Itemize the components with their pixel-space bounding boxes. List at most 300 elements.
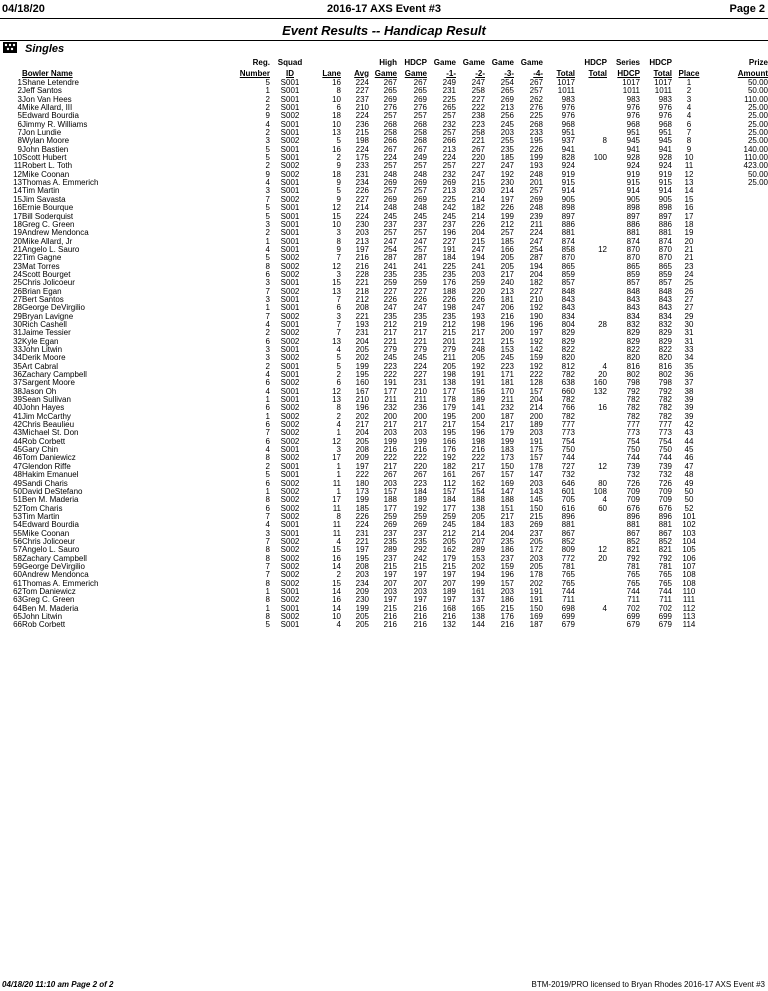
lane-cell: 11 — [332, 504, 341, 513]
hdcp-series-total-cell: 765 — [658, 579, 672, 588]
table-row — [0, 429, 768, 437]
series-hdcp-cell: 829 — [626, 329, 640, 338]
squad-id-cell: S002 — [280, 579, 300, 588]
total-cell: 782 — [561, 412, 575, 421]
average-cell: 214 — [355, 204, 369, 213]
squad-id-cell: S002 — [280, 287, 300, 296]
header-hdcp-series-total: Total — [653, 68, 672, 78]
reg-number-cell: 4 — [265, 179, 270, 188]
game-4-cell: 267 — [529, 79, 543, 87]
game-4-cell: 150 — [529, 504, 543, 513]
high-game-cell: 235 — [383, 270, 397, 279]
table-row — [0, 446, 768, 454]
hdcp-total-cell — [575, 279, 607, 287]
game-1-cell: 245 — [442, 521, 456, 530]
squad-id-cell: S002 — [280, 270, 300, 279]
hdcp-total-cell — [575, 563, 607, 571]
reg-number-cell: 1 — [265, 87, 270, 96]
hdcp-game-cell: 224 — [413, 362, 427, 371]
place-finish-cell: 18 — [684, 220, 694, 229]
header-prize-amount: Amount — [737, 68, 768, 78]
place-cell: 30 — [13, 320, 22, 329]
hdcp-total-cell: 28 — [598, 320, 607, 329]
high-game-cell: 227 — [383, 287, 397, 296]
reg-number-cell: 1 — [265, 604, 270, 613]
header-total: Total — [556, 68, 575, 78]
high-game-cell: 203 — [383, 587, 397, 596]
total-cell: 777 — [561, 421, 575, 430]
average-cell: 199 — [355, 496, 369, 505]
game-1-cell: 257 — [442, 112, 456, 121]
bowler-name-cell: Chris Beaulieu — [22, 421, 75, 430]
game-2-cell: 230 — [471, 187, 485, 196]
game-4-cell: 191 — [529, 437, 543, 446]
squad-id-cell: S002 — [280, 337, 300, 346]
hdcp-total-cell: 12 — [598, 245, 607, 254]
total-cell: 865 — [561, 262, 575, 271]
reg-number-cell: 1 — [265, 396, 270, 405]
series-hdcp-cell: 792 — [626, 387, 640, 396]
total-cell: 782 — [561, 371, 575, 380]
lane-cell: 5 — [336, 354, 341, 363]
bowler-name-cell: Ben M. Maderia — [22, 604, 79, 613]
game-3-cell: 166 — [500, 245, 514, 254]
hdcp-series-total-cell: 782 — [658, 396, 672, 405]
average-cell: 237 — [355, 95, 369, 104]
place-finish-cell: 26 — [684, 287, 694, 296]
table-row — [0, 480, 768, 488]
squad-id-cell: S001 — [280, 587, 300, 596]
place-finish-cell: 33 — [684, 346, 694, 354]
game-4-cell: 169 — [529, 613, 543, 621]
hdcp-game-cell: 269 — [413, 179, 427, 188]
game-2-cell: 156 — [471, 387, 485, 396]
reg-number-cell: 1 — [265, 304, 270, 313]
hdcp-series-total-cell: 983 — [658, 95, 672, 104]
high-game-cell: 203 — [383, 429, 397, 438]
place-cell: 34 — [13, 354, 22, 363]
table-row — [0, 187, 768, 195]
hdcp-game-cell: 200 — [413, 412, 427, 421]
header-game-4: -4- — [533, 68, 543, 78]
bowler-name-cell: John Litwin — [22, 613, 63, 621]
place-finish-cell: 114 — [682, 621, 696, 630]
total-cell: 843 — [561, 295, 575, 304]
game-1-cell: 182 — [442, 462, 456, 471]
series-hdcp-cell: 679 — [626, 621, 640, 630]
series-hdcp-cell: 976 — [626, 104, 640, 113]
total-cell: 834 — [561, 312, 575, 321]
bowler-name-cell: Chris Jolicoeur — [22, 279, 75, 288]
total-cell: 781 — [561, 562, 575, 571]
prize-amount-cell — [706, 413, 768, 421]
reg-number-cell: 8 — [265, 454, 270, 463]
lane-cell: 1 — [336, 429, 341, 438]
total-cell: 744 — [561, 587, 575, 596]
hdcp-total-cell — [575, 338, 607, 346]
game-1-cell: 138 — [442, 379, 456, 388]
hdcp-game-cell: 219 — [413, 320, 427, 329]
place-cell: 49 — [13, 479, 22, 488]
squad-id-cell: S002 — [280, 613, 300, 621]
total-cell: 750 — [561, 446, 575, 455]
bowler-name-cell: Michael St. Don — [22, 429, 79, 438]
average-cell: 216 — [355, 262, 369, 271]
hdcp-total-cell — [575, 596, 607, 604]
game-4-cell: 192 — [529, 337, 543, 346]
series-hdcp-cell: 914 — [626, 187, 640, 196]
reg-number-cell: 2 — [265, 104, 270, 113]
game-1-cell: 168 — [442, 604, 456, 613]
high-game-cell: 222 — [383, 454, 397, 463]
series-hdcp-cell: 726 — [626, 479, 640, 488]
place-finish-cell: 45 — [684, 446, 694, 455]
bowler-name-cell: George DeVirgilio — [22, 562, 85, 571]
reg-number-cell: 6 — [265, 479, 270, 488]
hdcp-game-cell: 192 — [413, 504, 427, 513]
average-cell: 234 — [355, 179, 369, 188]
place-finish-cell: 46 — [684, 454, 694, 463]
average-cell: 203 — [355, 229, 369, 238]
game-2-cell: 188 — [471, 496, 485, 505]
hdcp-series-total-cell: 919 — [658, 170, 672, 179]
hdcp-game-cell: 268 — [413, 137, 427, 146]
place-finish-cell: 27 — [684, 304, 694, 313]
squad-id-cell: S002 — [280, 512, 300, 521]
place-cell: 12 — [13, 170, 22, 179]
place-cell: 45 — [13, 446, 22, 455]
hdcp-game-cell: 223 — [413, 479, 427, 488]
bowler-name-cell: Edward Bourdia — [22, 112, 79, 121]
game-3-cell: 187 — [500, 412, 514, 421]
table-row — [0, 246, 768, 254]
game-1-cell: 179 — [442, 554, 456, 563]
average-cell: 217 — [355, 421, 369, 430]
reg-number-cell: 3 — [265, 529, 270, 538]
hdcp-series-total-cell: 782 — [658, 412, 672, 421]
reg-number-cell: 7 — [265, 429, 270, 438]
prize-amount-cell — [706, 388, 768, 396]
place-cell: 53 — [13, 512, 22, 521]
game-2-cell: 198 — [471, 320, 485, 329]
high-game-cell: 199 — [383, 437, 397, 446]
total-cell: 941 — [561, 145, 575, 154]
prize-amount-cell — [706, 488, 768, 496]
hdcp-series-total-cell: 777 — [658, 421, 672, 430]
place-cell: 16 — [13, 204, 22, 213]
high-game-cell: 267 — [383, 471, 397, 480]
series-hdcp-cell: 898 — [626, 204, 640, 213]
squad-id-cell: S001 — [280, 104, 300, 113]
game-2-cell: 247 — [471, 304, 485, 313]
place-cell: 22 — [13, 254, 22, 263]
game-2-cell: 194 — [471, 571, 485, 580]
hdcp-game-cell: 242 — [413, 554, 427, 563]
game-3-cell: 183 — [500, 521, 514, 530]
total-cell: 812 — [561, 362, 575, 371]
high-game-cell: 259 — [383, 512, 397, 521]
game-4-cell: 226 — [529, 145, 543, 154]
bowler-name-cell: Angelo L. Sauro — [22, 546, 80, 555]
place-finish-cell: 19 — [684, 229, 694, 238]
hdcp-total-cell — [575, 162, 607, 170]
game-4-cell: 178 — [529, 571, 543, 580]
game-2-cell: 222 — [471, 454, 485, 463]
reg-number-cell: 7 — [265, 537, 270, 546]
game-1-cell: 207 — [442, 579, 456, 588]
bowler-name-cell: Tim Gagne — [22, 254, 62, 263]
hdcp-series-total-cell: 881 — [658, 521, 672, 530]
place-cell: 26 — [13, 287, 22, 296]
squad-id-cell: S002 — [280, 562, 300, 571]
game-2-cell: 189 — [471, 396, 485, 405]
bowler-name-cell: Edward Bourdia — [22, 521, 79, 530]
prize-amount-cell: 110.00 — [744, 95, 768, 104]
prize-amount-cell — [706, 404, 768, 412]
prize-amount-cell — [706, 621, 768, 629]
table-row — [0, 538, 768, 546]
table-row — [0, 546, 768, 554]
hdcp-series-total-cell: 843 — [658, 295, 672, 304]
squad-id-cell: S001 — [280, 187, 300, 196]
game-1-cell: 266 — [442, 137, 456, 146]
game-4-cell: 175 — [529, 446, 543, 455]
place-cell: 54 — [13, 521, 22, 530]
table-row — [0, 513, 768, 521]
game-4-cell: 189 — [529, 421, 543, 430]
bowler-name-cell: Jim Savasta — [22, 195, 66, 204]
table-row — [0, 154, 768, 162]
game-1-cell: 235 — [442, 270, 456, 279]
high-game-cell: 254 — [383, 245, 397, 254]
bowler-name-cell: Zachary Campbell — [22, 554, 87, 563]
high-game-cell: 265 — [383, 87, 397, 96]
game-3-cell: 245 — [500, 354, 514, 363]
header-hdcp-total: Total — [588, 68, 607, 78]
place-finish-cell: 49 — [684, 479, 694, 488]
total-cell: 858 — [561, 245, 575, 254]
place-cell: 8 — [17, 137, 22, 146]
bowler-name-cell: Bill Soderquist — [22, 212, 74, 221]
place-finish-cell: 1 — [686, 79, 692, 87]
lane-cell: 7 — [336, 329, 341, 338]
hdcp-total-cell — [575, 446, 607, 454]
average-cell: 224 — [355, 79, 369, 87]
bowler-name-cell: Angelo L. Sauro — [22, 245, 80, 254]
lane-cell: 3 — [336, 229, 341, 238]
game-1-cell: 245 — [442, 212, 456, 221]
total-cell: 915 — [561, 179, 575, 188]
hdcp-series-total-cell: 905 — [658, 195, 672, 204]
header-game-2: Game — [462, 58, 485, 67]
high-game-cell: 257 — [383, 187, 397, 196]
total-cell: 679 — [561, 621, 575, 630]
high-game-cell: 211 — [384, 396, 397, 405]
place-finish-cell: 17 — [684, 212, 694, 221]
total-cell: 705 — [561, 496, 575, 505]
game-3-cell: 240 — [500, 279, 514, 288]
header-prize-amount: Prize — [748, 58, 768, 67]
game-3-cell: 200 — [500, 329, 514, 338]
bowler-name-cell: Sargent Moore — [22, 379, 75, 388]
game-3-cell: 196 — [500, 320, 514, 329]
place-cell: 7 — [17, 129, 22, 138]
prize-amount-cell — [706, 196, 768, 204]
place-finish-cell: 3 — [686, 95, 692, 104]
header-game-1: Game — [433, 58, 456, 67]
prize-amount-cell — [706, 279, 768, 287]
game-3-cell: 173 — [500, 454, 514, 463]
game-2-cell: 196 — [471, 429, 485, 438]
hdcp-game-cell: 245 — [413, 354, 427, 363]
hdcp-total-cell — [575, 513, 607, 521]
average-cell: 231 — [355, 329, 369, 338]
high-game-cell: 237 — [383, 529, 397, 538]
game-3-cell: 171 — [500, 371, 514, 380]
hdcp-series-total-cell: 754 — [658, 437, 672, 446]
average-cell: 233 — [355, 162, 369, 171]
total-cell: 732 — [561, 471, 575, 480]
place-finish-cell: 47 — [684, 462, 694, 471]
table-row — [0, 346, 768, 354]
prize-amount-cell — [706, 505, 768, 513]
bowler-name-cell: Tom Daniewicz — [22, 454, 76, 463]
bowler-name-cell: Bert Santos — [22, 295, 64, 304]
game-4-cell: 203 — [529, 554, 543, 563]
prize-amount-cell — [706, 329, 768, 337]
reg-number-cell: 6 — [265, 504, 270, 513]
hdcp-series-total-cell: 821 — [658, 546, 672, 555]
lane-cell: 8 — [336, 237, 341, 246]
series-hdcp-cell: 834 — [626, 312, 640, 321]
series-hdcp-cell: 676 — [626, 504, 640, 513]
hdcp-game-cell: 226 — [413, 295, 427, 304]
bowler-name-cell: Jon Lundie — [22, 129, 62, 138]
hdcp-game-cell: 235 — [413, 537, 427, 546]
game-3-cell: 203 — [500, 587, 514, 596]
lane-cell: 6 — [336, 104, 341, 113]
total-cell: 848 — [561, 287, 575, 296]
total-cell: 828 — [561, 154, 575, 163]
high-game-cell: 289 — [383, 546, 397, 555]
total-cell: 1017 — [557, 79, 575, 87]
place-cell: 41 — [13, 412, 22, 421]
place-finish-cell: 107 — [682, 562, 696, 571]
game-4-cell: 248 — [529, 170, 543, 179]
game-2-cell: 222 — [471, 104, 485, 113]
series-hdcp-cell: 781 — [626, 562, 640, 571]
game-1-cell: 259 — [442, 512, 456, 521]
place-finish-cell: 44 — [684, 437, 694, 446]
prize-amount-cell — [706, 379, 768, 387]
table-row — [0, 179, 768, 187]
hdcp-total-cell — [575, 87, 607, 95]
hdcp-series-total-cell: 816 — [658, 362, 672, 371]
series-hdcp-cell: 782 — [626, 412, 640, 421]
reg-number-cell: 5 — [265, 621, 270, 630]
game-1-cell: 176 — [442, 279, 456, 288]
average-cell: 202 — [355, 354, 369, 363]
bowler-name-cell: Ernie Bourque — [22, 204, 74, 213]
prize-amount-cell — [706, 254, 768, 262]
game-2-cell: 138 — [471, 613, 485, 621]
hdcp-series-total-cell: 744 — [658, 587, 672, 596]
hdcp-total-cell: 80 — [598, 479, 607, 488]
game-2-cell: 202 — [471, 562, 485, 571]
average-cell: 180 — [355, 479, 369, 488]
lane-cell: 13 — [332, 337, 341, 346]
game-3-cell: 217 — [500, 270, 514, 279]
game-1-cell: 257 — [442, 162, 456, 171]
hdcp-series-total-cell: 744 — [658, 454, 672, 463]
squad-id-cell: S001 — [280, 387, 300, 396]
game-2-cell: 216 — [471, 446, 485, 455]
reg-number-cell: 4 — [265, 245, 270, 254]
table-row — [0, 146, 768, 154]
total-cell: 874 — [561, 237, 575, 246]
lane-cell: 2 — [336, 571, 341, 580]
header-bowler-name — [22, 58, 218, 69]
squad-id-cell: S002 — [280, 504, 300, 513]
place-cell: 31 — [13, 329, 22, 338]
place-cell: 65 — [13, 613, 22, 621]
place-cell: 59 — [13, 562, 22, 571]
table-row — [0, 505, 768, 513]
game-4-cell: 204 — [529, 270, 543, 279]
high-game-cell: 203 — [383, 479, 397, 488]
game-4-cell: 200 — [529, 412, 543, 421]
game-2-cell: 220 — [471, 154, 485, 163]
high-game-cell: 157 — [383, 487, 397, 496]
table-row — [0, 137, 768, 145]
reg-number-cell: 2 — [265, 95, 270, 104]
series-hdcp-cell: 859 — [626, 270, 640, 279]
lane-cell: 18 — [332, 112, 341, 121]
series-hdcp-cell: 773 — [626, 429, 640, 438]
table-row — [0, 596, 768, 604]
reg-number-cell: 2 — [265, 162, 270, 171]
game-3-cell: 215 — [500, 337, 514, 346]
average-cell: 213 — [355, 237, 369, 246]
hdcp-game-cell: 215 — [413, 562, 427, 571]
squad-id-cell: S002 — [280, 479, 300, 488]
bowling-pins-icon — [3, 42, 17, 53]
reg-number-cell: 8 — [265, 613, 270, 621]
game-3-cell: 205 — [500, 262, 514, 271]
game-2-cell: 182 — [471, 204, 485, 213]
bowler-name-cell: Greg C. Green — [22, 596, 75, 605]
game-3-cell: 215 — [500, 604, 514, 613]
place-finish-cell: 21 — [684, 254, 694, 263]
header-game-3: Game — [491, 58, 514, 67]
game-3-cell: 257 — [500, 229, 514, 238]
place-finish-cell: 4 — [686, 112, 692, 121]
place-cell: 56 — [13, 537, 22, 546]
reg-number-cell: 1 — [265, 487, 270, 496]
game-2-cell: 215 — [471, 237, 485, 246]
average-cell: 175 — [355, 154, 369, 163]
average-cell: 193 — [355, 320, 369, 329]
total-cell: 914 — [561, 187, 575, 196]
header-bowler-name: Bowler Name — [22, 68, 73, 78]
reg-number-cell: 3 — [265, 354, 270, 363]
place-finish-cell: 104 — [682, 537, 696, 546]
game-3-cell: 183 — [500, 446, 514, 455]
game-3-cell: 256 — [500, 112, 514, 121]
reg-number-cell: 7 — [265, 562, 270, 571]
hdcp-series-total-cell: 881 — [658, 229, 672, 238]
hdcp-series-total-cell: 1017 — [654, 79, 672, 87]
